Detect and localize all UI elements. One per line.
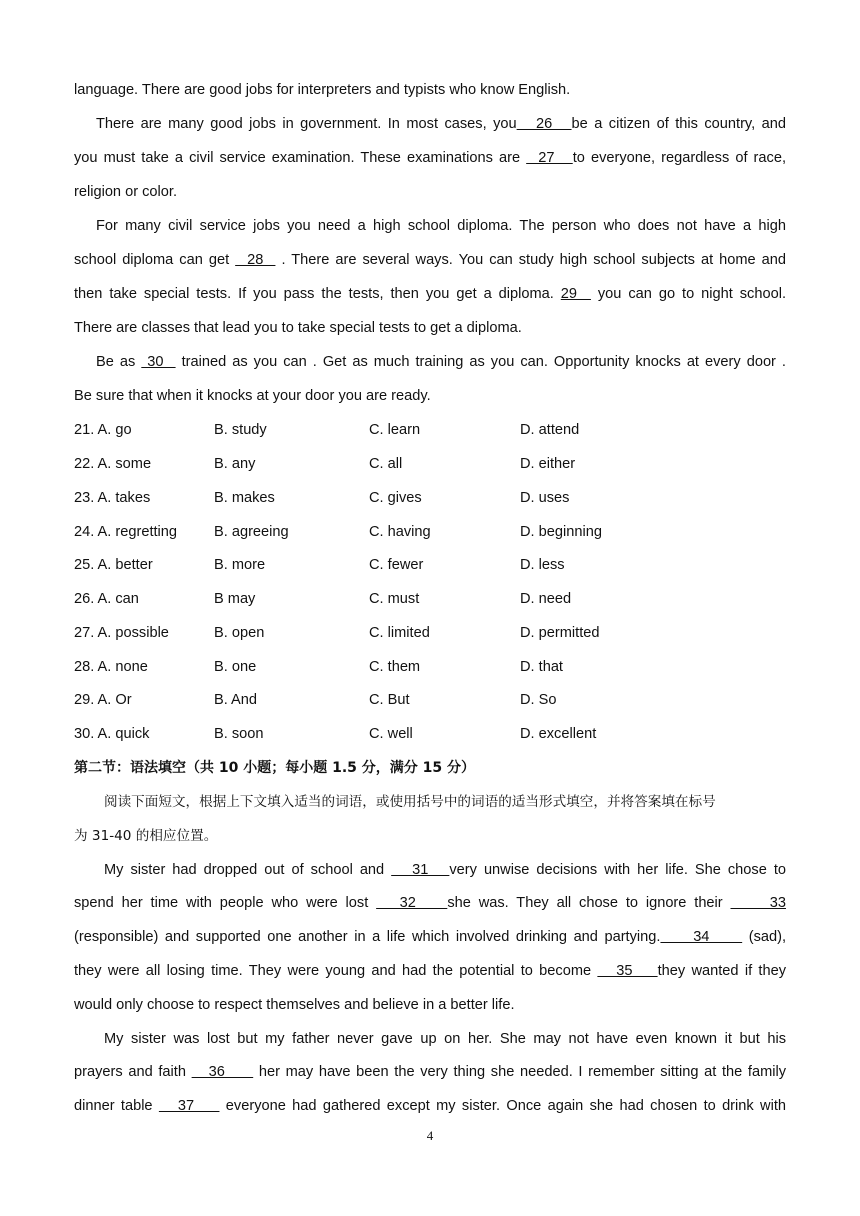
option-d: D. So (520, 692, 557, 708)
option-c: C. all (369, 456, 403, 472)
option-a: 21. A. go (74, 422, 132, 438)
option-d: D. that (520, 659, 563, 675)
option-c: C. must (369, 591, 420, 607)
option-b: B. open (214, 625, 265, 641)
option-a: 27. A. possible (74, 625, 169, 641)
option-b: B. And (214, 692, 258, 708)
page-number: 4 (426, 1128, 434, 1143)
blank-29: 29 (560, 286, 591, 302)
option-b: B. makes (214, 490, 275, 506)
instruction-line: 为 31-40 的相应位置。 (74, 828, 218, 844)
option-c: C. gives (369, 490, 422, 506)
passage-line: Be as 30 trained as you can . Get as much training as you can. Opportunity knocks at every door . (96, 354, 786, 370)
passage-line: religion or color. (74, 184, 178, 200)
option-c: C. limited (369, 625, 430, 641)
option-c: C. fewer (369, 557, 424, 573)
option-a: 29. A. Or (74, 692, 132, 708)
option-d: D. less (520, 557, 565, 573)
option-d: D. permitted (520, 625, 600, 641)
option-b: B. study (214, 422, 267, 438)
blank-31: 31 (391, 862, 450, 878)
option-a: 28. A. none (74, 659, 148, 675)
option-b: B. soon (214, 726, 264, 742)
passage-line: For many civil service jobs you need a high school diploma. The person who does not have a high (96, 218, 786, 234)
option-a: 25. A. better (74, 557, 153, 573)
option-b: B. more (214, 557, 266, 573)
passage-line: Be sure that when it knocks at your door you are ready. (74, 388, 431, 404)
passage-line: My sister was lost but my father never gave up on her. She may not have even known it but his (104, 1031, 786, 1047)
option-a: 23. A. takes (74, 490, 151, 506)
passage-line: would only choose to respect themselves and believe in a better life. (74, 997, 515, 1013)
option-a: 24. A. regretting (74, 524, 178, 540)
option-c: C. having (369, 524, 431, 540)
passage-line: prayers and faith 36 her may have been the very thing she needed. I remember sitting at the family (74, 1064, 787, 1080)
blank-34: 34 (660, 929, 743, 945)
option-d: D. attend (520, 422, 580, 438)
passage-line: school diploma can get 28 . There are several ways. You can study high school subjects at home and (74, 252, 787, 268)
passage-line: dinner table 37 everyone had gathered except my sister. Once again she had chosen to drink with (74, 1098, 786, 1114)
option-c: C. But (369, 692, 410, 708)
passage-line: My sister had dropped out of school and 31 very unwise decisions with her life. She chose to (104, 862, 786, 878)
option-d: D. beginning (520, 524, 602, 540)
blank-32: 32 (376, 895, 448, 911)
blank-36: 36 (191, 1064, 254, 1080)
option-b: B. any (214, 456, 256, 472)
blank-26: 26 (516, 116, 572, 132)
passage-line: There are many good jobs in government. In most cases, you 26 be a citizen of this country, and (96, 116, 786, 132)
blank-30: 30 (141, 354, 176, 370)
passage-line: they were all losing time. They were young and had the potential to become 35 they wanted if they (74, 963, 786, 979)
blank-28: 28 (235, 252, 276, 268)
option-a: 30. A. quick (74, 726, 150, 742)
option-d: D. need (520, 591, 572, 607)
option-d: D. uses (520, 490, 570, 506)
option-b: B may (214, 591, 256, 607)
option-c: C. well (369, 726, 413, 742)
instruction-line: 阅读下面短文，根据上下文填入适当的词语，或使用括号中的词语的适当形式填空，并将答案填在标号 (104, 794, 716, 810)
option-a: 22. A. some (74, 456, 152, 472)
passage-line: language. There are good jobs for interpreters and typists who know English. (74, 82, 571, 98)
passage-line: you must take a civil service examination. These examinations are 27 to everyone, regardless of race, (74, 150, 787, 166)
passage-line: spend her time with people who were lost 32 she was. They all chose to ignore their 33 (74, 895, 786, 911)
option-d: D. excellent (520, 726, 597, 742)
blank-27: 27 (526, 150, 573, 166)
section-heading: 第二节：语法填空（共 10 小题；每小题 1.5 分，满分 15 分） (74, 760, 476, 776)
option-a: 26. A. can (74, 591, 139, 607)
passage-line: then take special tests. If you pass the tests, then you get a diploma. 29 you can go to night school. (74, 286, 786, 302)
option-c: C. learn (369, 422, 421, 438)
option-d: D. either (520, 456, 576, 472)
blank-33: 33 (730, 895, 786, 911)
blank-35: 35 (597, 963, 658, 979)
passage-line: (responsible) and supported one another in a life which involved drinking and partying. 34 (sad), (74, 929, 787, 945)
passage-line: There are classes that lead you to take special tests to get a diploma. (74, 320, 522, 336)
blank-37: 37 (158, 1098, 220, 1114)
option-c: C. them (369, 659, 421, 675)
option-b: B. one (214, 659, 257, 675)
option-b: B. agreeing (214, 524, 289, 540)
